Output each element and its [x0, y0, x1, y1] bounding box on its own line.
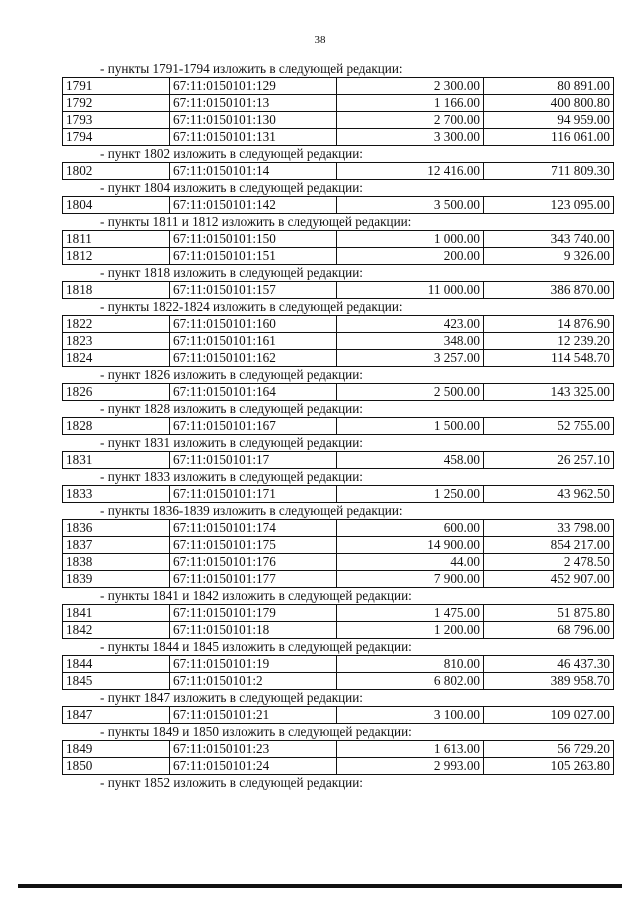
value-cell: 105 263.80: [484, 758, 614, 775]
cadastral-number-cell: 67:11:0150101:174: [170, 520, 337, 537]
table-row: [63, 554, 614, 571]
value-cell: 143 325.00: [484, 384, 614, 401]
bottom-rule: [18, 884, 622, 888]
table-row: [63, 231, 614, 248]
area-cell: 1 166.00: [337, 95, 484, 112]
parcel-table: [62, 519, 614, 588]
table-row: [63, 605, 614, 622]
item-number-cell: 1838: [63, 554, 170, 571]
item-number-cell: 1823: [63, 333, 170, 350]
cadastral-number-cell: 67:11:0150101:150: [170, 231, 337, 248]
area-cell: 3 100.00: [337, 707, 484, 724]
area-cell: 810.00: [337, 656, 484, 673]
parcel-table: [62, 77, 614, 146]
section-heading: - пункты 1822-1824 изложить в следующей редакции:: [100, 299, 403, 314]
table-row: [63, 452, 614, 469]
item-number-cell: 1822: [63, 316, 170, 333]
table-row: [63, 673, 614, 690]
cadastral-number-cell: 67:11:0150101:160: [170, 316, 337, 333]
item-number-cell: 1824: [63, 350, 170, 367]
item-number-cell: 1794: [63, 129, 170, 146]
value-cell: 94 959.00: [484, 112, 614, 129]
value-cell: 109 027.00: [484, 707, 614, 724]
item-number-cell: 1831: [63, 452, 170, 469]
value-cell: 51 875.80: [484, 605, 614, 622]
parcel-table: [62, 417, 614, 435]
value-cell: 33 798.00: [484, 520, 614, 537]
section-heading: - пункты 1791-1794 изложить в следующей редакции:: [100, 61, 403, 76]
table-row: [63, 282, 614, 299]
area-cell: 1 500.00: [337, 418, 484, 435]
item-number-cell: 1792: [63, 95, 170, 112]
value-cell: 711 809.30: [484, 163, 614, 180]
cadastral-number-cell: 67:11:0150101:131: [170, 129, 337, 146]
value-cell: 854 217.00: [484, 537, 614, 554]
cadastral-number-cell: 67:11:0150101:151: [170, 248, 337, 265]
value-cell: 452 907.00: [484, 571, 614, 588]
parcel-table: [62, 281, 614, 299]
section-heading: - пункт 1802 изложить в следующей редакции:: [100, 146, 363, 161]
value-cell: 400 800.80: [484, 95, 614, 112]
section-heading: - пункт 1826 изложить в следующей редакции:: [100, 367, 363, 382]
value-cell: 2 478.50: [484, 554, 614, 571]
table-row: [63, 163, 614, 180]
cadastral-number-cell: 67:11:0150101:17: [170, 452, 337, 469]
cadastral-number-cell: 67:11:0150101:14: [170, 163, 337, 180]
value-cell: 114 548.70: [484, 350, 614, 367]
item-number-cell: 1802: [63, 163, 170, 180]
table-row: [63, 333, 614, 350]
area-cell: 1 000.00: [337, 231, 484, 248]
item-number-cell: 1833: [63, 486, 170, 503]
area-cell: 1 200.00: [337, 622, 484, 639]
area-cell: 423.00: [337, 316, 484, 333]
cadastral-number-cell: 67:11:0150101:130: [170, 112, 337, 129]
table-row: [63, 248, 614, 265]
section-heading: - пункт 1804 изложить в следующей редакции:: [100, 180, 363, 195]
cadastral-number-cell: 67:11:0150101:164: [170, 384, 337, 401]
area-cell: 44.00: [337, 554, 484, 571]
document-body: [62, 61, 614, 791]
table-row: [63, 758, 614, 775]
item-number-cell: 1818: [63, 282, 170, 299]
section-heading: - пункт 1831 изложить в следующей редакции:: [100, 435, 363, 450]
table-row: [63, 707, 614, 724]
cadastral-number-cell: 67:11:0150101:142: [170, 197, 337, 214]
table-row: [63, 656, 614, 673]
section-heading: - пункт 1847 изложить в следующей редакции:: [100, 690, 363, 705]
item-number-cell: 1812: [63, 248, 170, 265]
cadastral-number-cell: 67:11:0150101:2: [170, 673, 337, 690]
area-cell: 3 257.00: [337, 350, 484, 367]
cadastral-number-cell: 67:11:0150101:177: [170, 571, 337, 588]
value-cell: 389 958.70: [484, 673, 614, 690]
cadastral-number-cell: 67:11:0150101:161: [170, 333, 337, 350]
cadastral-number-cell: 67:11:0150101:162: [170, 350, 337, 367]
value-cell: 80 891.00: [484, 78, 614, 95]
cadastral-number-cell: 67:11:0150101:21: [170, 707, 337, 724]
section-heading: - пункты 1849 и 1850 изложить в следующей редакции:: [100, 724, 412, 739]
parcel-table: [62, 604, 614, 639]
item-number-cell: 1804: [63, 197, 170, 214]
area-cell: 458.00: [337, 452, 484, 469]
table-row: [63, 316, 614, 333]
area-cell: 2 993.00: [337, 758, 484, 775]
item-number-cell: 1849: [63, 741, 170, 758]
cadastral-number-cell: 67:11:0150101:175: [170, 537, 337, 554]
area-cell: 1 475.00: [337, 605, 484, 622]
parcel-table: [62, 383, 614, 401]
area-cell: 1 613.00: [337, 741, 484, 758]
table-row: [63, 622, 614, 639]
item-number-cell: 1811: [63, 231, 170, 248]
area-cell: 7 900.00: [337, 571, 484, 588]
cadastral-number-cell: 67:11:0150101:18: [170, 622, 337, 639]
table-row: [63, 520, 614, 537]
table-row: [63, 486, 614, 503]
value-cell: 14 876.90: [484, 316, 614, 333]
area-cell: 12 416.00: [337, 163, 484, 180]
parcel-table: [62, 230, 614, 265]
table-row: [63, 571, 614, 588]
table-row: [63, 418, 614, 435]
area-cell: 200.00: [337, 248, 484, 265]
item-number-cell: 1836: [63, 520, 170, 537]
section-heading: - пункт 1833 изложить в следующей редакции:: [100, 469, 363, 484]
item-number-cell: 1791: [63, 78, 170, 95]
table-row: [63, 112, 614, 129]
parcel-table: [62, 485, 614, 503]
value-cell: 343 740.00: [484, 231, 614, 248]
value-cell: 43 962.50: [484, 486, 614, 503]
value-cell: 12 239.20: [484, 333, 614, 350]
value-cell: 26 257.10: [484, 452, 614, 469]
cadastral-number-cell: 67:11:0150101:129: [170, 78, 337, 95]
cadastral-number-cell: 67:11:0150101:171: [170, 486, 337, 503]
value-cell: 116 061.00: [484, 129, 614, 146]
value-cell: 68 796.00: [484, 622, 614, 639]
parcel-table: [62, 162, 614, 180]
area-cell: 2 700.00: [337, 112, 484, 129]
area-cell: 600.00: [337, 520, 484, 537]
item-number-cell: 1845: [63, 673, 170, 690]
value-cell: 386 870.00: [484, 282, 614, 299]
value-cell: 52 755.00: [484, 418, 614, 435]
table-row: [63, 350, 614, 367]
section-heading: - пункты 1841 и 1842 изложить в следующей редакции:: [100, 588, 412, 603]
table-row: [63, 384, 614, 401]
area-cell: 3 300.00: [337, 129, 484, 146]
table-row: [63, 78, 614, 95]
cadastral-number-cell: 67:11:0150101:179: [170, 605, 337, 622]
parcel-table: [62, 655, 614, 690]
cadastral-number-cell: 67:11:0150101:23: [170, 741, 337, 758]
value-cell: 9 326.00: [484, 248, 614, 265]
parcel-table: [62, 740, 614, 775]
area-cell: 14 900.00: [337, 537, 484, 554]
area-cell: 348.00: [337, 333, 484, 350]
cadastral-number-cell: 67:11:0150101:176: [170, 554, 337, 571]
table-row: [63, 537, 614, 554]
cadastral-number-cell: 67:11:0150101:13: [170, 95, 337, 112]
cadastral-number-cell: 67:11:0150101:19: [170, 656, 337, 673]
area-cell: 2 300.00: [337, 78, 484, 95]
table-row: [63, 741, 614, 758]
parcel-table: [62, 706, 614, 724]
item-number-cell: 1850: [63, 758, 170, 775]
cadastral-number-cell: 67:11:0150101:24: [170, 758, 337, 775]
table-row: [63, 129, 614, 146]
cadastral-number-cell: 67:11:0150101:157: [170, 282, 337, 299]
item-number-cell: 1793: [63, 112, 170, 129]
item-number-cell: 1844: [63, 656, 170, 673]
parcel-table: [62, 196, 614, 214]
item-number-cell: 1839: [63, 571, 170, 588]
area-cell: 1 250.00: [337, 486, 484, 503]
table-row: [63, 197, 614, 214]
area-cell: 11 000.00: [337, 282, 484, 299]
section-heading: - пункт 1852 изложить в следующей редакции:: [100, 775, 363, 790]
table-row: [63, 95, 614, 112]
value-cell: 123 095.00: [484, 197, 614, 214]
section-heading: - пункт 1828 изложить в следующей редакции:: [100, 401, 363, 416]
item-number-cell: 1847: [63, 707, 170, 724]
section-heading: - пункты 1811 и 1812 изложить в следующей редакции:: [100, 214, 412, 229]
value-cell: 46 437.30: [484, 656, 614, 673]
area-cell: 3 500.00: [337, 197, 484, 214]
item-number-cell: 1841: [63, 605, 170, 622]
section-heading: - пункты 1836-1839 изложить в следующей редакции:: [100, 503, 403, 518]
item-number-cell: 1837: [63, 537, 170, 554]
area-cell: 2 500.00: [337, 384, 484, 401]
section-heading: - пункт 1818 изложить в следующей редакции:: [100, 265, 363, 280]
page-number: 38: [314, 34, 326, 46]
item-number-cell: 1828: [63, 418, 170, 435]
parcel-table: [62, 315, 614, 367]
section-heading: - пункты 1844 и 1845 изложить в следующей редакции:: [100, 639, 412, 654]
value-cell: 56 729.20: [484, 741, 614, 758]
item-number-cell: 1842: [63, 622, 170, 639]
parcel-table: [62, 451, 614, 469]
area-cell: 6 802.00: [337, 673, 484, 690]
cadastral-number-cell: 67:11:0150101:167: [170, 418, 337, 435]
item-number-cell: 1826: [63, 384, 170, 401]
